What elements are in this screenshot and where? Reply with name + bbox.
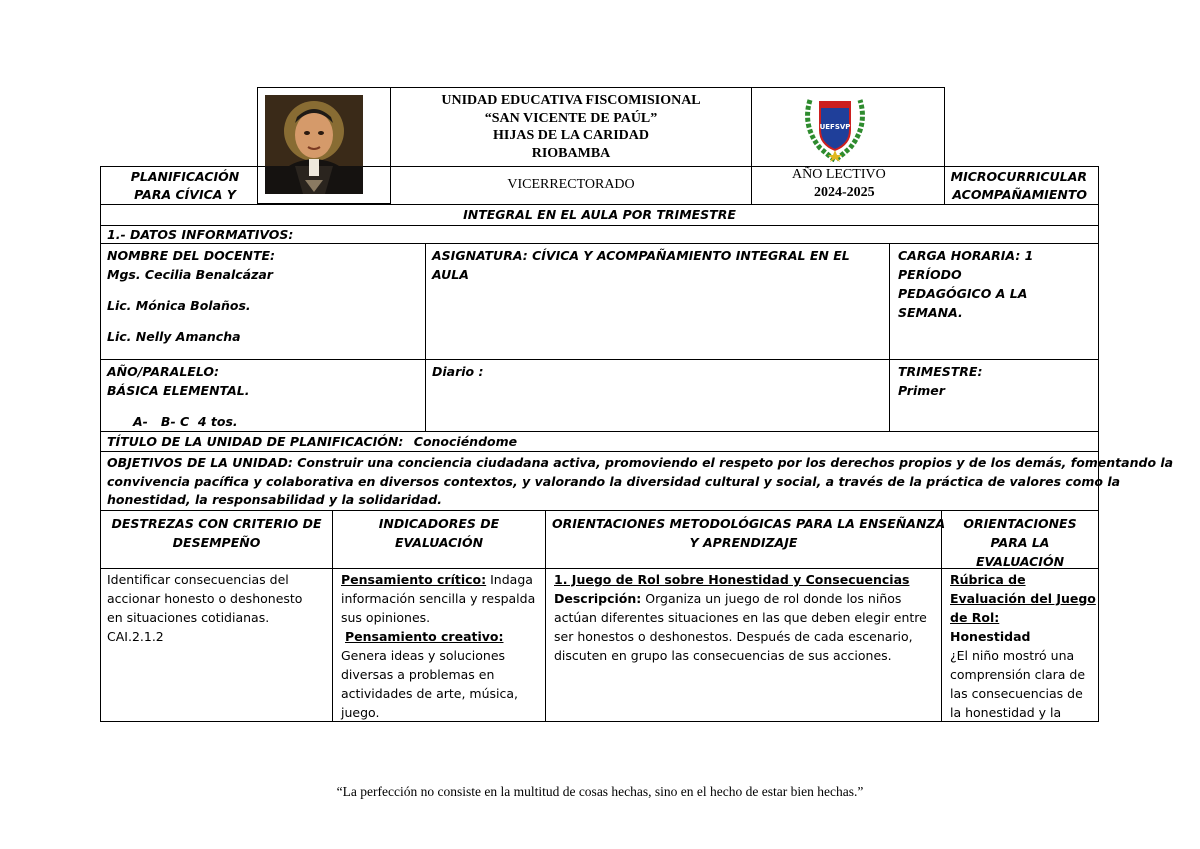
ind-creativo-line-1: Genera ideas y soluciones xyxy=(341,648,506,663)
school-emblem xyxy=(800,90,870,162)
ind-creativo-line-3: actividades de arte, música, xyxy=(341,686,519,701)
plan-right-label xyxy=(944,168,1099,204)
school-name-line-1: UNIDAD EDUCATIVA FISCOMISIONAL xyxy=(441,93,701,108)
eval-subtitle: Honestidad xyxy=(950,629,1031,644)
plan-right-line-1: MICROCURRICULAR xyxy=(950,169,1087,184)
met-desc-line-2: actúan diferentes situaciones en las que deben elegir entre xyxy=(554,610,927,625)
asignatura-label: ASIGNATURA: CÍVICA Y ACOMPAÑAMIENTO INTEGRAL EN EL AULA xyxy=(432,248,850,282)
indicadores-cell xyxy=(332,568,546,722)
col-indicadores-line-1: INDICADORES DE xyxy=(378,516,500,531)
met-desc-label: Descripción: xyxy=(554,591,642,606)
datos-section-title: 1.- DATOS INFORMATIVOS: xyxy=(100,225,1099,244)
school-name xyxy=(390,92,752,162)
asignatura-cell xyxy=(425,243,890,360)
met-desc-line-1 xyxy=(554,589,935,608)
objetivos-cell xyxy=(100,451,1174,511)
metodologia-cell xyxy=(545,568,942,722)
eval-title-1: Rúbrica de xyxy=(950,572,1026,587)
destreza-cell xyxy=(100,568,333,722)
destreza-code: CAI.2.1.2 xyxy=(107,629,164,644)
unidad-titulo-value: Conociéndome xyxy=(413,434,518,449)
plan-left-line-2: PARA CÍVICA Y xyxy=(134,187,236,202)
year-value: 2024-2025 xyxy=(814,185,875,200)
destreza-line-2: accionar honesto o deshonesto xyxy=(107,591,303,606)
portrait-lower-image xyxy=(265,166,363,194)
plan-bottom-label: INTEGRAL EN EL AULA POR TRIMESTRE xyxy=(100,204,1099,226)
docente-label: NOMBRE DEL DOCENTE: xyxy=(107,248,276,263)
destreza-line-3: en situaciones cotidianas. xyxy=(107,610,270,625)
unidad-titulo-label: TÍTULO DE LA UNIDAD DE PLANIFICACIÓN: xyxy=(107,434,404,449)
school-name-line-4: RIOBAMBA xyxy=(531,145,611,161)
trimestre-value: Primer xyxy=(898,383,945,398)
met-desc-text: Organiza un juego de rol donde los niños xyxy=(641,591,902,606)
objetivos-line-3: honestidad, la responsabilidad y la solidaridad. xyxy=(107,492,443,507)
col-orientaciones-met-line-2: Y APRENDIZAJE xyxy=(689,535,798,550)
met-desc-line-4: discuten en grupo las consecuencias de sus acciones. xyxy=(554,648,892,663)
col-indicadores-line-2: EVALUACIÓN xyxy=(394,535,484,550)
ind-creativo-line-2: diversas a problemas en xyxy=(341,667,495,682)
objetivos-line-2: convivencia pacífica y colaborativa en diversos contextos, y valorando la diversidad cultural y social, a través de la práctica de valores como la xyxy=(107,473,1121,489)
docente-cell xyxy=(100,243,426,360)
col-orientaciones-eval-line-3: EVALUACIÓN xyxy=(975,554,1065,569)
plan-left-label xyxy=(100,168,270,204)
eval-line-4: la honestidad y la xyxy=(950,705,1062,720)
eval-title-2: Evaluación del Juego xyxy=(950,591,1096,606)
docente-3: Lic. Nelly Amancha xyxy=(107,329,241,344)
docente-1: Mgs. Cecilia Benalcázar xyxy=(107,267,273,282)
col-orientaciones-met-header xyxy=(545,510,946,569)
col-destrezas-header xyxy=(100,510,333,569)
destreza-line-1: Identificar consecuencias del xyxy=(107,572,289,587)
school-name-line-2: “SAN VICENTE DE PAÚL” xyxy=(484,110,658,126)
col-destrezas-line-2: DESEMPEÑO xyxy=(172,535,261,550)
trimestre-label: TRIMESTRE: xyxy=(898,364,983,379)
year-label: AÑO LECTIVO xyxy=(792,167,886,182)
evaluacion-cell xyxy=(941,568,1099,722)
col-orientaciones-eval-line-1: ORIENTACIONES xyxy=(963,516,1077,531)
anio-label: AÑO/PARALELO: xyxy=(107,364,219,379)
ind-creativo-title: Pensamiento creativo: xyxy=(345,629,504,644)
col-orientaciones-eval-header xyxy=(941,510,1099,569)
docente-2: Lic. Mónica Bolaños. xyxy=(107,298,251,313)
plan-left-line-1: PLANIFICACIÓN xyxy=(130,169,240,184)
anio-cell xyxy=(100,359,426,432)
unidad-titulo-cell xyxy=(100,431,1099,452)
col-indicadores-header xyxy=(332,510,546,569)
plan-right-line-2: ACOMPAÑAMIENTO xyxy=(952,187,1087,202)
portrait-overlap xyxy=(265,166,363,194)
eval-line-1: ¿El niño mostró una xyxy=(950,648,1075,663)
eval-title-3: de Rol: xyxy=(950,610,1000,625)
ind-creativo-line-4: juego. xyxy=(341,705,380,720)
met-title: 1. Juego de Rol sobre Honestidad y Consecuencias xyxy=(554,572,910,587)
eval-line-3: las consecuencias de xyxy=(950,686,1083,701)
carga-line-2: PEDAGÓGICO A LA SEMANA. xyxy=(898,286,1028,320)
objetivos-line-1: OBJETIVOS DE LA UNIDAD: Construir una conciencia ciudadana activa, promoviendo el respeto por los derechos propios y de los demás, fomentando la xyxy=(107,455,1174,470)
anio-value: BÁSICA ELEMENTAL. xyxy=(107,383,250,398)
eval-line-2: comprensión clara de xyxy=(950,667,1086,682)
school-emblem-image xyxy=(800,90,870,162)
carga-cell xyxy=(889,243,1099,360)
school-name-line-3: HIJAS DE LA CARIDAD xyxy=(493,128,649,143)
ind-critico-line xyxy=(341,570,539,589)
year-block xyxy=(792,166,942,202)
trimestre-cell xyxy=(889,359,1099,432)
ind-critico-line-2: información sencilla y respalda xyxy=(341,591,536,606)
ind-critico-title: Pensamiento crítico: xyxy=(341,572,487,587)
col-orientaciones-met-line-1: ORIENTACIONES METODOLÓGICAS PARA LA ENSEÑANZA xyxy=(552,516,946,531)
paralelo-value: A- B- C 4 tos. xyxy=(133,414,238,429)
met-desc-line-3: ser honestos o deshonestos. Después de cada escenario, xyxy=(554,629,913,644)
department-label: VICERRECTORADO xyxy=(507,177,635,192)
col-orientaciones-eval-line-2: PARA LA xyxy=(990,535,1050,550)
carga-line-1: CARGA HORARIA: 1 PERÍODO xyxy=(898,248,1034,282)
diario-cell xyxy=(425,359,890,432)
ind-critico-text: Indaga xyxy=(486,572,533,587)
ind-critico-line-3: sus opiniones. xyxy=(341,610,431,625)
diario-label: Diario : xyxy=(432,364,484,379)
col-destrezas-line-1: DESTREZAS CON CRITERIO DE xyxy=(111,516,322,531)
emblem-text: UEFSVP xyxy=(819,123,851,131)
footer-quote: “La perfección no consiste en la multitud de cosas hechas, sino en el hecho de estar bien hechas.” xyxy=(336,784,864,799)
